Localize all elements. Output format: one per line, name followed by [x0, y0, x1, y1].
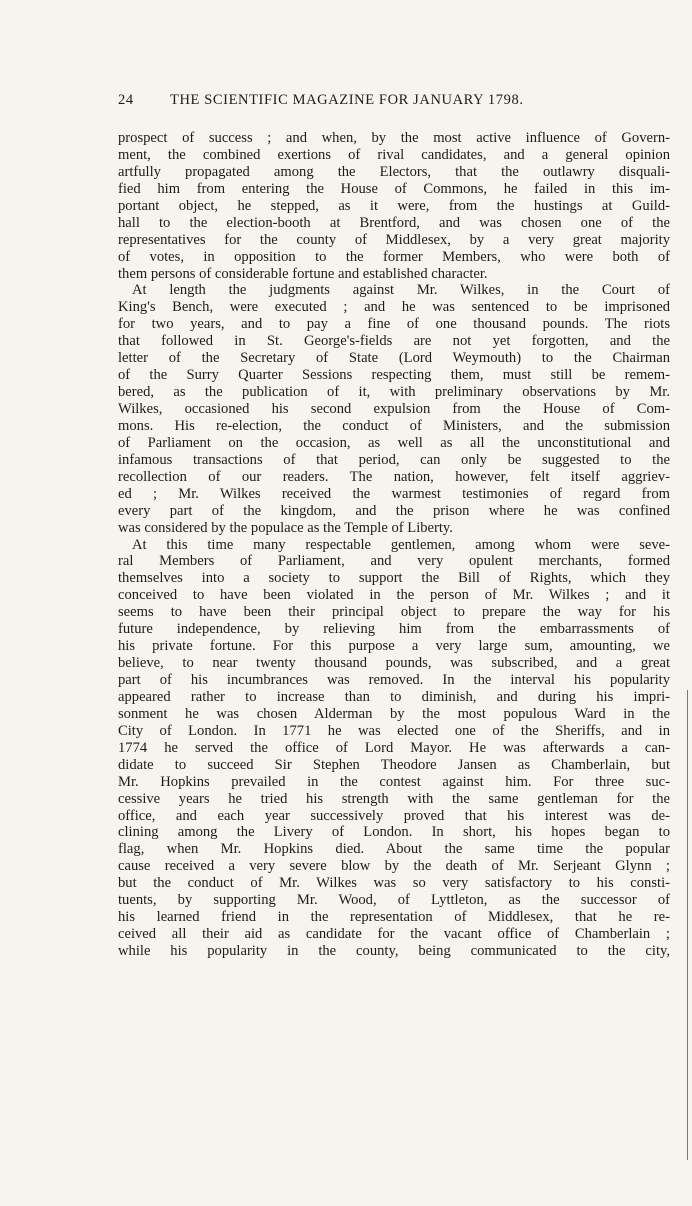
text-line: them persons of considerable fortune and established character. — [118, 265, 488, 282]
text-line: bered, as the publication of it, with preliminary observations by Mr. — [118, 384, 670, 401]
body-text — [118, 130, 670, 960]
text-line: cause received a very severe blow by the death of Mr. Serjeant Glynn ; — [118, 858, 670, 875]
text-line: believe, to near twenty thousand pounds, was subscribed, and a great — [118, 655, 670, 672]
text-line: office, and each year successively proved that his interest was de- — [118, 807, 670, 824]
text-line: was considered by the populace as the Temple of Liberty. — [118, 519, 453, 536]
text-line: infamous transactions of that period, can only be suggested to the — [118, 451, 670, 468]
text-line: King's Bench, were executed ; and he was sentenced to be imprisoned — [118, 299, 670, 316]
text-line: his learned friend in the representation of Middlesex, that he re- — [118, 909, 670, 926]
text-line: portant object, he stepped, as it were, from the hustings at Guild- — [118, 197, 670, 214]
text-line: of votes, in opposition to the former Members, who were both of — [118, 248, 670, 265]
text-line: City of London. In 1771 he was elected one of the Sheriffs, and in — [118, 722, 670, 739]
text-line: At this time many respectable gentlemen, among whom were seve- — [132, 536, 670, 553]
text-line: At length the judgments against Mr. Wilkes, in the Court of — [132, 282, 670, 299]
text-line: future independence, by relieving him from the embarrassments of — [118, 621, 670, 638]
text-line: seems to have been their principal object to prepare the way for his — [118, 604, 670, 621]
text-line: Wilkes, occasioned his second expulsion from the House of Com- — [118, 401, 670, 417]
running-header — [118, 92, 638, 114]
text-line: mons. His re-election, the conduct of Ministers, and the submission — [118, 417, 670, 434]
text-line: artfully propagated among the Electors, that the outlawry disquali- — [118, 163, 670, 180]
text-line: every part of the kingdom, and the prison where he was confined — [118, 502, 670, 519]
page-number: 24 — [118, 92, 134, 108]
text-line: of the Surry Quarter Sessions respecting them, must still be remem- — [118, 367, 670, 384]
text-line: his private fortune. For this purpose a very large sum, amounting, we — [118, 638, 670, 655]
running-title: THE SCIENTIFIC MAGAZINE FOR JANUARY 1798. — [170, 92, 524, 108]
text-line: fied him from entering the House of Commons, he failed in this im- — [118, 180, 670, 197]
text-line: ment, the combined exertions of rival candidates, and a general opinion — [118, 146, 670, 163]
text-line: ed ; Mr. Wilkes received the warmest testimonies of regard from — [118, 485, 670, 502]
text-line: appeared rather to increase than to diminish, and during his impri- — [118, 688, 670, 705]
text-line: while his popularity in the county, being communicated to the city, — [118, 943, 670, 959]
text-line: representatives for the county of Middlesex, by a very great majority — [118, 231, 670, 248]
text-line: that followed in St. George's-fields are not yet forgotten, and the — [118, 333, 670, 350]
text-line: clining among the Livery of London. In short, his hopes began to — [118, 824, 670, 841]
text-line: conceived to have been violated in the person of Mr. Wilkes ; and it — [118, 587, 670, 604]
text-line: recollection of our readers. The nation, however, felt itself aggriev- — [118, 468, 670, 485]
text-line: ral Members of Parliament, and very opulent merchants, formed — [118, 553, 670, 570]
text-line: sonment he was chosen Alderman by the most populous Ward in the — [118, 705, 670, 722]
text-line: prospect of success ; and when, by the most active influence of Govern- — [118, 130, 670, 146]
text-line: Mr. Hopkins prevailed in the contest against him. For three suc- — [118, 773, 670, 790]
text-line: 1774 he served the office of Lord Mayor. He was afterwards a can- — [118, 739, 670, 756]
text-line: for two years, and to pay a fine of one thousand pounds. The riots — [118, 316, 670, 333]
text-line: part of his incumbrances was removed. In the interval his popularity — [118, 672, 670, 688]
text-line: cessive years he tried his strength with the same gentleman for the — [118, 790, 670, 807]
margin-rule — [687, 690, 688, 1160]
text-line: but the conduct of Mr. Wilkes was so very satisfactory to his consti- — [118, 875, 670, 892]
text-line: didate to succeed Sir Stephen Theodore Jansen as Chamberlain, but — [118, 756, 670, 773]
text-line: flag, when Mr. Hopkins died. About the same time the popular — [118, 841, 670, 858]
text-line: tuents, by supporting Mr. Wood, of Lyttleton, as the successor of — [118, 892, 670, 909]
text-line: of Parliament on the occasion, as well as all the unconstitutional and — [118, 434, 670, 451]
text-line: hall to the election-booth at Brentford, and was chosen one of the — [118, 214, 670, 231]
text-line: themselves into a society to support the Bill of Rights, which they — [118, 570, 670, 587]
text-line: letter of the Secretary of State (Lord Weymouth) to the Chairman — [118, 350, 670, 367]
text-line: ceived all their aid as candidate for the vacant office of Chamberlain ; — [118, 926, 670, 943]
